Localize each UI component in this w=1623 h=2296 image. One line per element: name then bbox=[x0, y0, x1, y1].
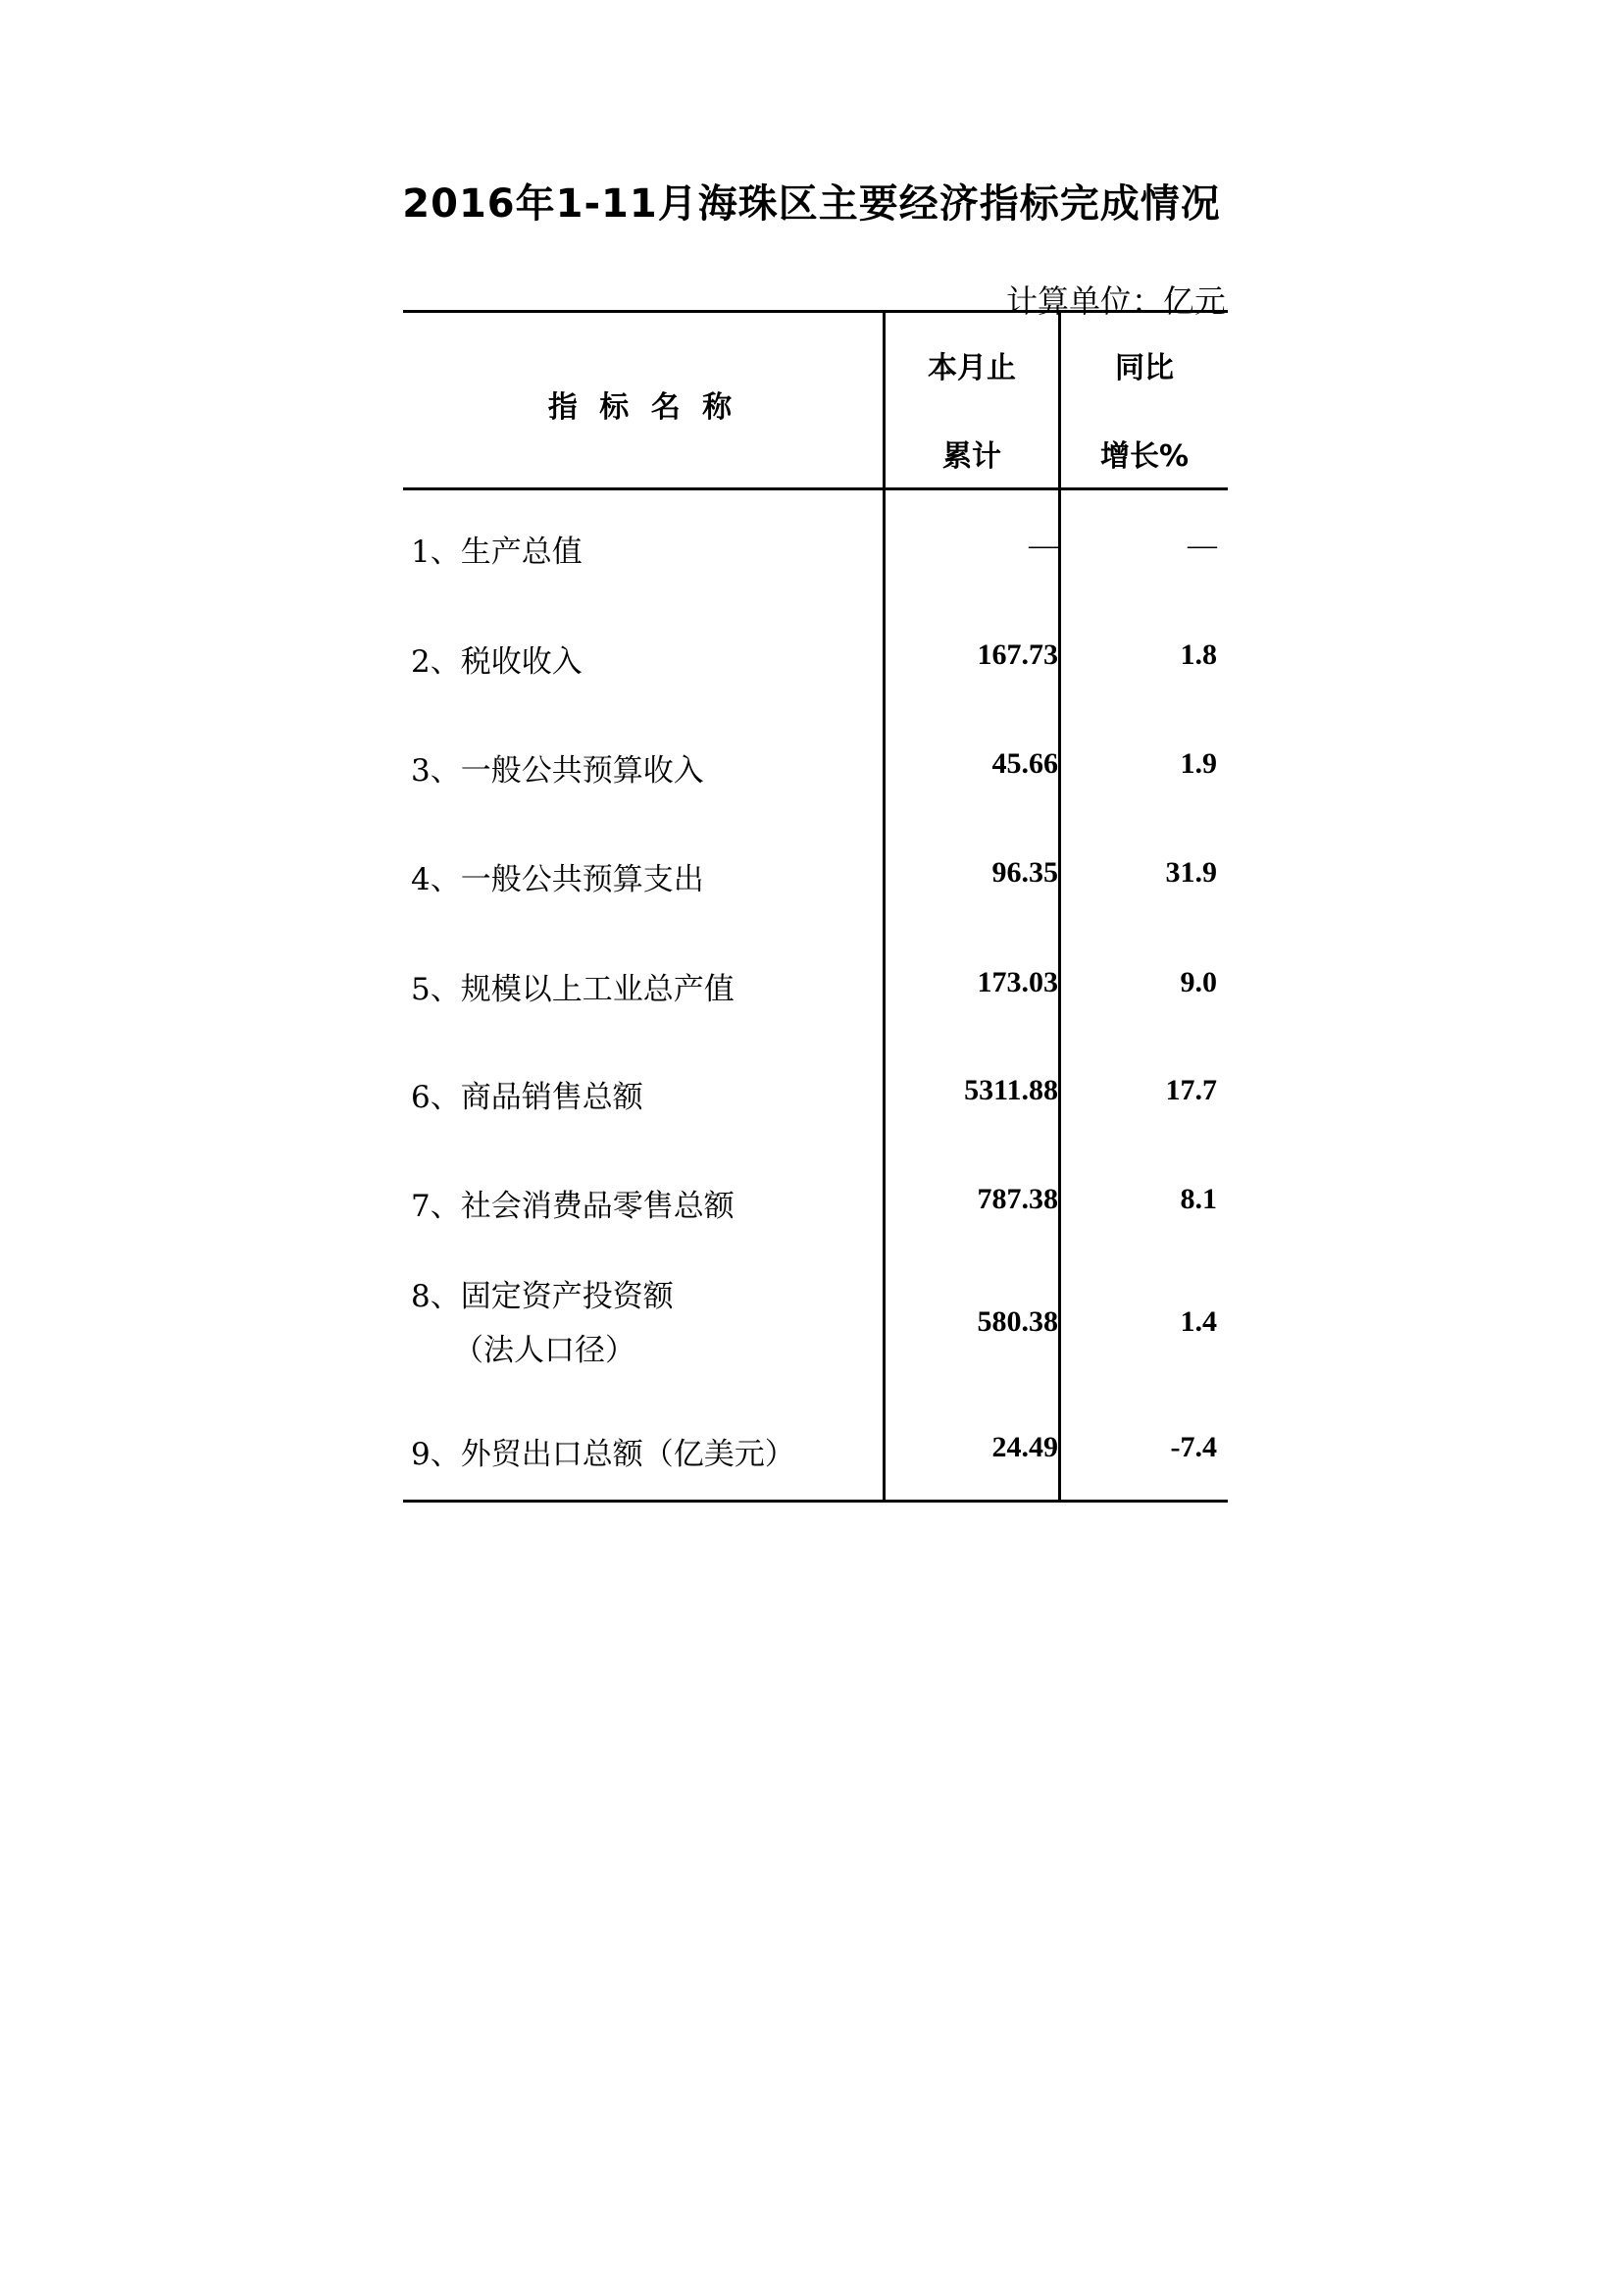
column-divider-2 bbox=[1058, 310, 1061, 1503]
row-label: 8、固定资产投资额 bbox=[411, 1279, 674, 1314]
header-yoy-line1: 同比 bbox=[1115, 351, 1174, 385]
row-cumulative-value: 167.73 bbox=[977, 638, 1058, 671]
row-cumulative-value: — bbox=[1029, 529, 1058, 561]
header-cumulative-line1: 本月止 bbox=[928, 351, 1016, 385]
column-divider-1 bbox=[883, 310, 886, 1503]
row-label-sub: （法人口径） bbox=[453, 1333, 635, 1368]
row-label: 3、一般公共预算收入 bbox=[411, 753, 704, 789]
row-label: 9、外贸出口总额（亿美元） bbox=[411, 1437, 795, 1472]
header-bottom-rule bbox=[403, 487, 1228, 490]
table-bottom-rule bbox=[403, 1500, 1228, 1503]
row-cumulative-value: 45.66 bbox=[991, 747, 1058, 780]
row-cumulative-value: 173.03 bbox=[977, 966, 1058, 998]
page-title: 2016年1-11月海珠区主要经济指标完成情况 bbox=[402, 181, 1221, 227]
row-label: 6、商品销售总额 bbox=[411, 1080, 643, 1115]
row-label: 4、一般公共预算支出 bbox=[411, 862, 704, 897]
row-cumulative-value: 787.38 bbox=[977, 1183, 1058, 1215]
row-yoy-value: 9.0 bbox=[1180, 966, 1217, 998]
header-indicator-name: 指 标 名 称 bbox=[547, 390, 738, 425]
unit-label: 计算单位：亿元 bbox=[1005, 282, 1226, 320]
row-yoy-value: 1.4 bbox=[1180, 1305, 1217, 1338]
row-yoy-value: 1.9 bbox=[1180, 747, 1217, 780]
row-yoy-value: — bbox=[1188, 529, 1217, 561]
row-yoy-value: 17.7 bbox=[1165, 1074, 1217, 1106]
row-cumulative-value: 5311.88 bbox=[964, 1074, 1058, 1106]
row-label: 7、社会消费品零售总额 bbox=[411, 1189, 735, 1224]
row-cumulative-value: 580.38 bbox=[977, 1305, 1058, 1338]
row-label: 1、生产总值 bbox=[411, 535, 583, 570]
header-cumulative-line2: 累计 bbox=[942, 439, 1001, 474]
row-cumulative-value: 24.49 bbox=[991, 1431, 1058, 1463]
row-yoy-value: 31.9 bbox=[1165, 856, 1217, 889]
row-label: 5、规模以上工业总产值 bbox=[411, 972, 735, 1007]
row-yoy-value: 1.8 bbox=[1180, 638, 1217, 671]
row-yoy-value: 8.1 bbox=[1180, 1183, 1217, 1215]
row-cumulative-value: 96.35 bbox=[991, 856, 1058, 889]
header-yoy-line2: 增长% bbox=[1099, 439, 1190, 474]
row-label: 2、税收收入 bbox=[411, 644, 583, 680]
row-yoy-value: -7.4 bbox=[1170, 1431, 1217, 1463]
table-top-rule bbox=[403, 310, 1228, 313]
